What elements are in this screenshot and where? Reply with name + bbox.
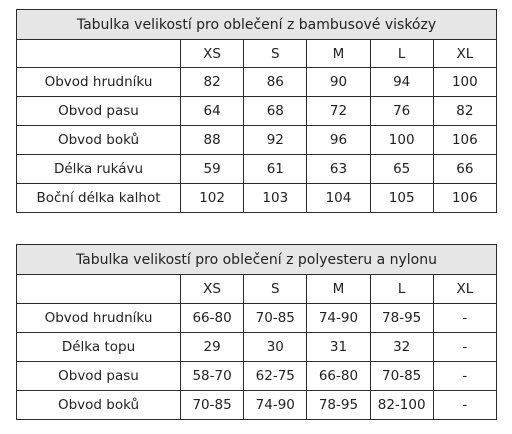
table-cell: 106 — [433, 184, 496, 213]
table-cell: 62-75 — [244, 362, 307, 391]
table-cell: 100 — [433, 68, 496, 97]
row-label: Obvod hrudníku — [17, 68, 181, 97]
table-cell: 74-90 — [307, 304, 370, 333]
size-table-bamboo — [16, 9, 497, 213]
table-cell: - — [433, 333, 496, 362]
table-cell: 78-95 — [370, 304, 433, 333]
table-cell: 70-85 — [244, 304, 307, 333]
table-title: Tabulka velikostí pro oblečení z polyesteru a nylonu — [17, 245, 497, 275]
row-label: Obvod boků — [17, 126, 181, 155]
table-cell: 29 — [181, 333, 244, 362]
table-cell: 82 — [433, 97, 496, 126]
size-header-xl: XL — [433, 40, 496, 68]
header-empty-cell — [17, 40, 181, 68]
table-row — [17, 126, 497, 155]
size-table-polyester-nylon — [16, 244, 497, 420]
size-header-row — [17, 275, 497, 304]
size-header-m: M — [307, 40, 370, 68]
table-cell: 104 — [307, 184, 370, 213]
row-label: Obvod boků — [17, 391, 181, 420]
table-cell: 66-80 — [181, 304, 244, 333]
size-header-xl: XL — [433, 275, 496, 304]
table-cell: - — [433, 304, 496, 333]
table-row — [17, 362, 497, 391]
table-row — [17, 391, 497, 420]
table-cell: 65 — [370, 155, 433, 184]
table-cell: 66-80 — [307, 362, 370, 391]
table-cell: 106 — [433, 126, 496, 155]
table-cell: 102 — [181, 184, 244, 213]
header-empty-cell — [17, 275, 181, 304]
size-header-xs: XS — [181, 40, 244, 68]
table-cell: 76 — [370, 97, 433, 126]
table-cell: 86 — [244, 68, 307, 97]
table-cell: - — [433, 391, 496, 420]
table-cell: 94 — [370, 68, 433, 97]
size-header-l: L — [370, 40, 433, 68]
table-cell: 68 — [244, 97, 307, 126]
table-cell: 74-90 — [244, 391, 307, 420]
table-cell: 31 — [307, 333, 370, 362]
row-label: Obvod hrudníku — [17, 304, 181, 333]
size-header-xs: XS — [181, 275, 244, 304]
table-cell: 70-85 — [370, 362, 433, 391]
table-row — [17, 333, 497, 362]
row-label: Délka topu — [17, 333, 181, 362]
row-label: Boční délka kalhot — [17, 184, 181, 213]
table-cell: 78-95 — [307, 391, 370, 420]
table-cell: 63 — [307, 155, 370, 184]
table-cell: 70-85 — [181, 391, 244, 420]
size-header-row — [17, 40, 497, 68]
table-cell: 82 — [181, 68, 244, 97]
table-cell: 61 — [244, 155, 307, 184]
table-cell: 64 — [181, 97, 244, 126]
table-row — [17, 97, 497, 126]
size-header-m: M — [307, 275, 370, 304]
table-title-row — [17, 10, 497, 40]
row-label: Délka rukávu — [17, 155, 181, 184]
table-cell: 82-100 — [370, 391, 433, 420]
table-row — [17, 304, 497, 333]
row-label: Obvod pasu — [17, 97, 181, 126]
table-cell: 90 — [307, 68, 370, 97]
table-cell: - — [433, 362, 496, 391]
table-row — [17, 68, 497, 97]
table-cell: 100 — [370, 126, 433, 155]
table-cell: 103 — [244, 184, 307, 213]
table-cell: 59 — [181, 155, 244, 184]
size-header-l: L — [370, 275, 433, 304]
table-cell: 66 — [433, 155, 496, 184]
table-cell: 58-70 — [181, 362, 244, 391]
table-title-row — [17, 245, 497, 275]
table-cell: 32 — [370, 333, 433, 362]
table-row — [17, 184, 497, 213]
table-cell: 30 — [244, 333, 307, 362]
table-cell: 96 — [307, 126, 370, 155]
table-cell: 88 — [181, 126, 244, 155]
table-cell: 92 — [244, 126, 307, 155]
row-label: Obvod pasu — [17, 362, 181, 391]
size-header-s: S — [244, 275, 307, 304]
table-row — [17, 155, 497, 184]
table-cell: 105 — [370, 184, 433, 213]
size-header-s: S — [244, 40, 307, 68]
table-title: Tabulka velikostí pro oblečení z bambusové viskózy — [17, 10, 497, 40]
table-cell: 72 — [307, 97, 370, 126]
